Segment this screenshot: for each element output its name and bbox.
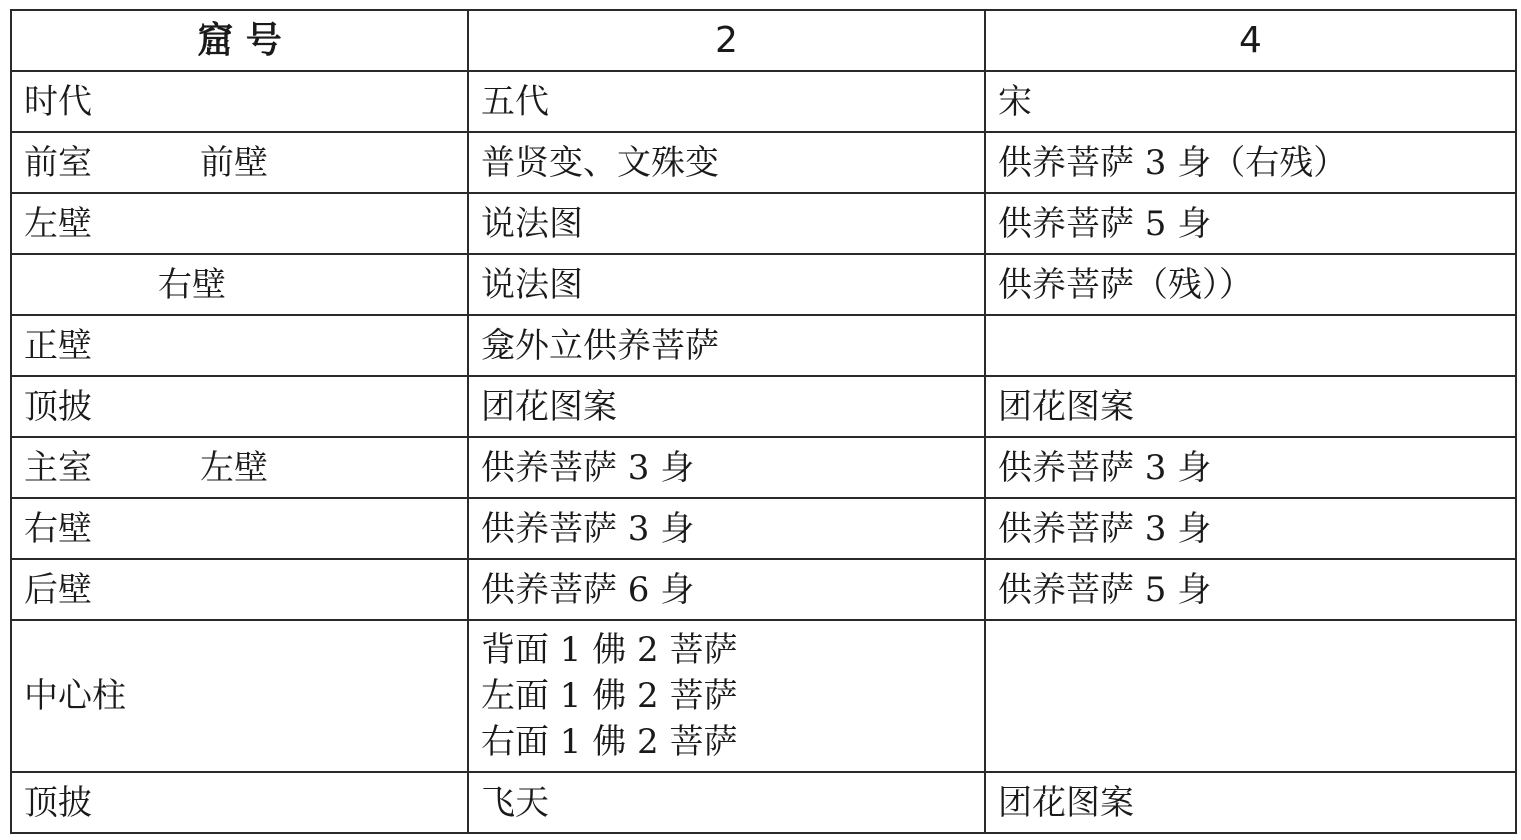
row-label (11, 437, 468, 498)
table-row (11, 376, 1516, 437)
table-row (11, 254, 1516, 315)
cell-cave-2: 说法图 (468, 254, 985, 315)
section-label: 前室 (24, 142, 92, 183)
cell-cave-4: 供养菩萨 3 身（右残） (985, 132, 1516, 193)
cell-line: 右面 1 佛 2 菩萨 (481, 722, 738, 762)
cell-cave-2: 说法图 (468, 193, 985, 254)
cell-cave-2: 供养菩萨 3 身 (468, 498, 985, 559)
cell-cave-4: 团花图案 (985, 376, 1516, 437)
header-cave-4: 4 (985, 10, 1516, 71)
table-row (11, 772, 1516, 833)
wall-label: 左壁 (200, 447, 268, 488)
cell-cave-4: 供养菩萨 3 身 (985, 437, 1516, 498)
cell-cave-4: 供养菩萨 5 身 (985, 193, 1516, 254)
table-row (11, 71, 1516, 132)
cell-line: 左面 1 佛 2 菩萨 (481, 676, 738, 716)
table-row (11, 498, 1516, 559)
table-row (11, 559, 1516, 620)
table-row (11, 620, 1516, 772)
cell-cave-4: 供养菩萨 5 身 (985, 559, 1516, 620)
cell-line: 背面 1 佛 2 菩萨 (481, 630, 738, 670)
row-label: 时代 (11, 71, 468, 132)
cell-cave-4: 团花图案 (985, 772, 1516, 833)
cell-cave-4 (985, 315, 1516, 376)
cell-cave-4: 供养菩萨 3 身 (985, 498, 1516, 559)
header-cave-2: 2 (468, 10, 985, 71)
row-label (11, 132, 468, 193)
row-label: 正壁 (11, 315, 468, 376)
row-label: 后壁 (11, 559, 468, 620)
cell-cave-2: 团花图案 (468, 376, 985, 437)
cell-cave-4: 宋 (985, 71, 1516, 132)
row-label: 顶披 (11, 376, 468, 437)
table-row (11, 315, 1516, 376)
wall-label: 右壁 (158, 264, 226, 305)
cell-cave-4 (985, 620, 1516, 772)
row-label: 中心柱 (11, 620, 468, 772)
table-row (11, 193, 1516, 254)
cell-cave-2: 龛外立供养菩萨 (468, 315, 985, 376)
cell-cave-2: 飞天 (468, 772, 985, 833)
row-label: 顶披 (11, 772, 468, 833)
row-label: 右壁 (11, 498, 468, 559)
table-row (11, 132, 1516, 193)
cell-cave-2: 普贤变、文殊变 (468, 132, 985, 193)
wall-label: 前壁 (200, 142, 268, 183)
cell-cave-2: 五代 (468, 71, 985, 132)
cave-mural-table (10, 9, 1517, 834)
cell-cave-4: 供养菩萨（残）） (985, 254, 1516, 315)
row-label: 左壁 (11, 193, 468, 254)
cell-cave-2 (468, 620, 985, 772)
cell-cave-2: 供养菩萨 3 身 (468, 437, 985, 498)
section-label: 主室 (24, 447, 92, 488)
row-label (11, 254, 468, 315)
header-row (11, 10, 1516, 71)
table-row (11, 437, 1516, 498)
cell-cave-2: 供养菩萨 6 身 (468, 559, 985, 620)
header-cave-number: 窟 号 (11, 10, 468, 71)
